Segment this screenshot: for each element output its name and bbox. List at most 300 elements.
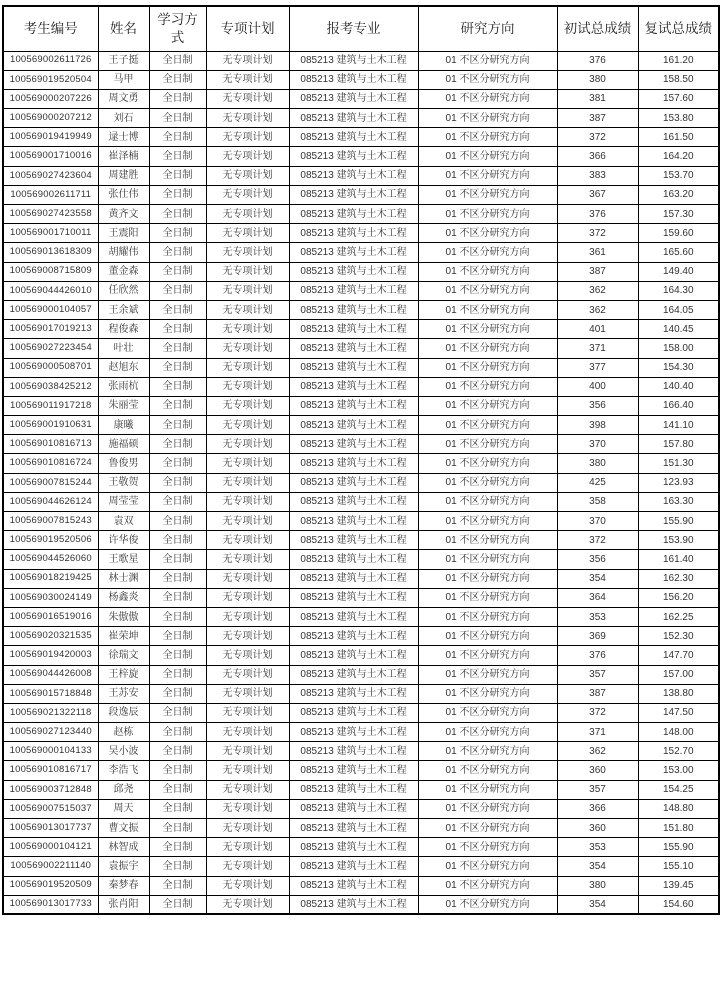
- cell-major: 085213 建筑与土木工程: [289, 435, 418, 454]
- cell-research-direction: 01 不区分研究方向: [418, 838, 557, 857]
- table-row: [3, 224, 719, 243]
- cell-study-mode: 全日制: [149, 780, 206, 799]
- cell-special-plan: 无专项计划: [206, 89, 289, 108]
- cell-retest-score: 157.60: [638, 89, 719, 108]
- table-row: [3, 416, 719, 435]
- cell-research-direction: 01 不区分研究方向: [418, 147, 557, 166]
- cell-research-direction: 01 不区分研究方向: [418, 857, 557, 876]
- cell-candidate-id: 100569010816724: [3, 454, 98, 473]
- cell-retest-score: 139.45: [638, 876, 719, 895]
- cell-major: 085213 建筑与土木工程: [289, 300, 418, 319]
- cell-research-direction: 01 不区分研究方向: [418, 166, 557, 185]
- cell-candidate-id: 100569000207226: [3, 89, 98, 108]
- cell-candidate-id: 100569021322118: [3, 703, 98, 722]
- cell-research-direction: 01 不区分研究方向: [418, 723, 557, 742]
- table-row: [3, 531, 719, 550]
- cell-initial-score: 376: [557, 51, 638, 70]
- cell-major: 085213 建筑与土木工程: [289, 588, 418, 607]
- cell-candidate-id: 100569000104057: [3, 300, 98, 319]
- cell-candidate-id: 100569015718848: [3, 684, 98, 703]
- cell-major: 085213 建筑与土木工程: [289, 684, 418, 703]
- cell-study-mode: 全日制: [149, 166, 206, 185]
- cell-initial-score: 401: [557, 320, 638, 339]
- cell-initial-score: 387: [557, 684, 638, 703]
- cell-candidate-id: 100569002611726: [3, 51, 98, 70]
- cell-candidate-id: 100569008715809: [3, 262, 98, 281]
- cell-study-mode: 全日制: [149, 876, 206, 895]
- cell-name: 邱尧: [98, 780, 149, 799]
- cell-candidate-id: 100569007515037: [3, 799, 98, 818]
- cell-candidate-id: 100569016519016: [3, 607, 98, 626]
- cell-candidate-id: 100569002611711: [3, 185, 98, 204]
- cell-major: 085213 建筑与土木工程: [289, 531, 418, 550]
- cell-study-mode: 全日制: [149, 742, 206, 761]
- cell-major: 085213 建筑与土木工程: [289, 205, 418, 224]
- cell-special-plan: 无专项计划: [206, 320, 289, 339]
- cell-research-direction: 01 不区分研究方向: [418, 51, 557, 70]
- cell-name: 黄齐文: [98, 205, 149, 224]
- cell-candidate-id: 100569027123440: [3, 723, 98, 742]
- cell-major: 085213 建筑与土木工程: [289, 262, 418, 281]
- cell-name: 王子挺: [98, 51, 149, 70]
- table-row: [3, 320, 719, 339]
- cell-initial-score: 354: [557, 895, 638, 914]
- cell-candidate-id: 100569044526060: [3, 550, 98, 569]
- cell-research-direction: 01 不区分研究方向: [418, 684, 557, 703]
- cell-major: 085213 建筑与土木工程: [289, 512, 418, 531]
- cell-name: 林士渊: [98, 569, 149, 588]
- cell-initial-score: 377: [557, 358, 638, 377]
- cell-special-plan: 无专项计划: [206, 857, 289, 876]
- cell-special-plan: 无专项计划: [206, 742, 289, 761]
- cell-retest-score: 158.00: [638, 339, 719, 358]
- cell-special-plan: 无专项计划: [206, 262, 289, 281]
- table-row: [3, 454, 719, 473]
- cell-major: 085213 建筑与土木工程: [289, 454, 418, 473]
- cell-initial-score: 356: [557, 396, 638, 415]
- cell-candidate-id: 100569030024149: [3, 588, 98, 607]
- cell-retest-score: 161.20: [638, 51, 719, 70]
- cell-retest-score: 162.25: [638, 607, 719, 626]
- cell-research-direction: 01 不区分研究方向: [418, 224, 557, 243]
- cell-special-plan: 无专项计划: [206, 838, 289, 857]
- column-header-major: 报考专业: [289, 6, 418, 51]
- cell-retest-score: 157.80: [638, 435, 719, 454]
- cell-study-mode: 全日制: [149, 492, 206, 511]
- cell-major: 085213 建筑与土木工程: [289, 51, 418, 70]
- cell-special-plan: 无专项计划: [206, 128, 289, 147]
- cell-research-direction: 01 不区分研究方向: [418, 799, 557, 818]
- cell-special-plan: 无专项计划: [206, 454, 289, 473]
- cell-initial-score: 360: [557, 761, 638, 780]
- cell-candidate-id: 100569013618309: [3, 243, 98, 262]
- cell-initial-score: 357: [557, 665, 638, 684]
- cell-candidate-id: 100569020321535: [3, 627, 98, 646]
- cell-study-mode: 全日制: [149, 281, 206, 300]
- table-row: [3, 799, 719, 818]
- cell-major: 085213 建筑与土木工程: [289, 396, 418, 415]
- cell-special-plan: 无专项计划: [206, 51, 289, 70]
- table-row: [3, 396, 719, 415]
- cell-name: 徐瑞文: [98, 646, 149, 665]
- cell-research-direction: 01 不区分研究方向: [418, 761, 557, 780]
- table-row: [3, 185, 719, 204]
- cell-special-plan: 无专项计划: [206, 646, 289, 665]
- table-row: [3, 761, 719, 780]
- cell-study-mode: 全日制: [149, 300, 206, 319]
- cell-retest-score: 140.45: [638, 320, 719, 339]
- table-row: [3, 857, 719, 876]
- cell-special-plan: 无专项计划: [206, 416, 289, 435]
- cell-name: 袁振宇: [98, 857, 149, 876]
- cell-name: 王震阳: [98, 224, 149, 243]
- cell-research-direction: 01 不区分研究方向: [418, 339, 557, 358]
- cell-retest-score: 159.60: [638, 224, 719, 243]
- cell-name: 程俊森: [98, 320, 149, 339]
- cell-name: 杨鑫炎: [98, 588, 149, 607]
- cell-retest-score: 151.80: [638, 819, 719, 838]
- cell-retest-score: 161.50: [638, 128, 719, 147]
- cell-research-direction: 01 不区分研究方向: [418, 780, 557, 799]
- cell-special-plan: 无专项计划: [206, 531, 289, 550]
- cell-name: 王苏安: [98, 684, 149, 703]
- cell-retest-score: 148.00: [638, 723, 719, 742]
- cell-initial-score: 425: [557, 473, 638, 492]
- cell-special-plan: 无专项计划: [206, 627, 289, 646]
- cell-research-direction: 01 不区分研究方向: [418, 396, 557, 415]
- cell-name: 叶壮: [98, 339, 149, 358]
- cell-name: 曹文振: [98, 819, 149, 838]
- cell-name: 周莹莹: [98, 492, 149, 511]
- cell-candidate-id: 100569044626124: [3, 492, 98, 511]
- cell-initial-score: 358: [557, 492, 638, 511]
- cell-study-mode: 全日制: [149, 320, 206, 339]
- cell-candidate-id: 100569003712848: [3, 780, 98, 799]
- cell-study-mode: 全日制: [149, 377, 206, 396]
- cell-retest-score: 161.40: [638, 550, 719, 569]
- cell-research-direction: 01 不区分研究方向: [418, 569, 557, 588]
- cell-candidate-id: 100569000508701: [3, 358, 98, 377]
- cell-research-direction: 01 不区分研究方向: [418, 627, 557, 646]
- cell-candidate-id: 100569000207212: [3, 109, 98, 128]
- cell-special-plan: 无专项计划: [206, 377, 289, 396]
- cell-name: 张仕伟: [98, 185, 149, 204]
- cell-study-mode: 全日制: [149, 703, 206, 722]
- cell-candidate-id: 100569019419949: [3, 128, 98, 147]
- cell-study-mode: 全日制: [149, 243, 206, 262]
- cell-retest-score: 155.90: [638, 838, 719, 857]
- cell-major: 085213 建筑与土木工程: [289, 166, 418, 185]
- cell-initial-score: 362: [557, 742, 638, 761]
- table-row: [3, 588, 719, 607]
- cell-initial-score: 383: [557, 166, 638, 185]
- cell-research-direction: 01 不区分研究方向: [418, 588, 557, 607]
- cell-name: 李浩飞: [98, 761, 149, 780]
- cell-special-plan: 无专项计划: [206, 703, 289, 722]
- cell-retest-score: 154.30: [638, 358, 719, 377]
- cell-candidate-id: 100569027423558: [3, 205, 98, 224]
- cell-retest-score: 166.40: [638, 396, 719, 415]
- cell-research-direction: 01 不区分研究方向: [418, 262, 557, 281]
- column-header-candidate-id: 考生编号: [3, 6, 98, 51]
- cell-initial-score: 372: [557, 531, 638, 550]
- cell-research-direction: 01 不区分研究方向: [418, 876, 557, 895]
- cell-study-mode: 全日制: [149, 224, 206, 243]
- cell-study-mode: 全日制: [149, 723, 206, 742]
- cell-special-plan: 无专项计划: [206, 588, 289, 607]
- cell-name: 逯士博: [98, 128, 149, 147]
- cell-major: 085213 建筑与土木工程: [289, 819, 418, 838]
- cell-retest-score: 164.30: [638, 281, 719, 300]
- column-header-research-direction: 研究方向: [418, 6, 557, 51]
- cell-name: 董金森: [98, 262, 149, 281]
- cell-name: 王歌星: [98, 550, 149, 569]
- cell-special-plan: 无专项计划: [206, 185, 289, 204]
- cell-initial-score: 380: [557, 70, 638, 89]
- cell-major: 085213 建筑与土木工程: [289, 109, 418, 128]
- cell-research-direction: 01 不区分研究方向: [418, 358, 557, 377]
- cell-study-mode: 全日制: [149, 799, 206, 818]
- admission-results-table: [2, 5, 720, 915]
- cell-name: 吴小波: [98, 742, 149, 761]
- cell-special-plan: 无专项计划: [206, 435, 289, 454]
- cell-special-plan: 无专项计划: [206, 339, 289, 358]
- cell-study-mode: 全日制: [149, 416, 206, 435]
- cell-initial-score: 381: [557, 89, 638, 108]
- cell-research-direction: 01 不区分研究方向: [418, 550, 557, 569]
- cell-initial-score: 387: [557, 109, 638, 128]
- header-row: [3, 6, 719, 51]
- cell-study-mode: 全日制: [149, 588, 206, 607]
- cell-major: 085213 建筑与土木工程: [289, 416, 418, 435]
- table-row: [3, 665, 719, 684]
- cell-name: 胡耀伟: [98, 243, 149, 262]
- cell-major: 085213 建筑与土木工程: [289, 224, 418, 243]
- cell-special-plan: 无专项计划: [206, 569, 289, 588]
- cell-major: 085213 建筑与土木工程: [289, 339, 418, 358]
- cell-initial-score: 367: [557, 185, 638, 204]
- cell-initial-score: 398: [557, 416, 638, 435]
- cell-name: 王梓旋: [98, 665, 149, 684]
- cell-initial-score: 366: [557, 799, 638, 818]
- cell-name: 崔泽楠: [98, 147, 149, 166]
- table-row: [3, 51, 719, 70]
- cell-initial-score: 380: [557, 454, 638, 473]
- cell-special-plan: 无专项计划: [206, 876, 289, 895]
- cell-study-mode: 全日制: [149, 646, 206, 665]
- cell-retest-score: 164.05: [638, 300, 719, 319]
- cell-name: 段逸辰: [98, 703, 149, 722]
- cell-candidate-id: 100569001710011: [3, 224, 98, 243]
- cell-special-plan: 无专项计划: [206, 492, 289, 511]
- cell-study-mode: 全日制: [149, 339, 206, 358]
- cell-major: 085213 建筑与土木工程: [289, 358, 418, 377]
- cell-candidate-id: 100569017019213: [3, 320, 98, 339]
- cell-candidate-id: 100569010816713: [3, 435, 98, 454]
- cell-initial-score: 366: [557, 147, 638, 166]
- cell-retest-score: 155.10: [638, 857, 719, 876]
- cell-research-direction: 01 不区分研究方向: [418, 243, 557, 262]
- cell-study-mode: 全日制: [149, 435, 206, 454]
- cell-research-direction: 01 不区分研究方向: [418, 281, 557, 300]
- cell-candidate-id: 100569044426010: [3, 281, 98, 300]
- cell-major: 085213 建筑与土木工程: [289, 492, 418, 511]
- cell-initial-score: 353: [557, 607, 638, 626]
- cell-name: 袁双: [98, 512, 149, 531]
- cell-special-plan: 无专项计划: [206, 761, 289, 780]
- cell-study-mode: 全日制: [149, 70, 206, 89]
- cell-major: 085213 建筑与土木工程: [289, 838, 418, 857]
- cell-initial-score: 371: [557, 339, 638, 358]
- cell-initial-score: 356: [557, 550, 638, 569]
- cell-study-mode: 全日制: [149, 89, 206, 108]
- column-header-name: 姓名: [98, 6, 149, 51]
- cell-name: 施福硕: [98, 435, 149, 454]
- cell-name: 秦梦春: [98, 876, 149, 895]
- cell-research-direction: 01 不区分研究方向: [418, 185, 557, 204]
- table-row: [3, 780, 719, 799]
- cell-candidate-id: 100569027223454: [3, 339, 98, 358]
- cell-study-mode: 全日制: [149, 665, 206, 684]
- cell-special-plan: 无专项计划: [206, 723, 289, 742]
- cell-name: 王余斌: [98, 300, 149, 319]
- cell-initial-score: 361: [557, 243, 638, 262]
- table-row: [3, 838, 719, 857]
- cell-research-direction: 01 不区分研究方向: [418, 703, 557, 722]
- cell-study-mode: 全日制: [149, 569, 206, 588]
- table-row: [3, 281, 719, 300]
- cell-name: 任欣然: [98, 281, 149, 300]
- table-row: [3, 70, 719, 89]
- cell-retest-score: 151.30: [638, 454, 719, 473]
- cell-study-mode: 全日制: [149, 358, 206, 377]
- cell-candidate-id: 100569007815243: [3, 512, 98, 531]
- cell-special-plan: 无专项计划: [206, 780, 289, 799]
- cell-retest-score: 156.20: [638, 588, 719, 607]
- table-row: [3, 300, 719, 319]
- table-row: [3, 607, 719, 626]
- column-header-special-plan: 专项计划: [206, 6, 289, 51]
- cell-name: 周文勇: [98, 89, 149, 108]
- cell-initial-score: 362: [557, 281, 638, 300]
- cell-special-plan: 无专项计划: [206, 70, 289, 89]
- cell-research-direction: 01 不区分研究方向: [418, 300, 557, 319]
- table-row: [3, 435, 719, 454]
- cell-research-direction: 01 不区分研究方向: [418, 646, 557, 665]
- column-header-study-mode: 学习方式: [149, 6, 206, 51]
- cell-candidate-id: 100569019420003: [3, 646, 98, 665]
- table-row: [3, 377, 719, 396]
- cell-special-plan: 无专项计划: [206, 358, 289, 377]
- table-row: [3, 895, 719, 914]
- table-row: [3, 358, 719, 377]
- cell-study-mode: 全日制: [149, 51, 206, 70]
- cell-name: 张肖阳: [98, 895, 149, 914]
- cell-initial-score: 362: [557, 300, 638, 319]
- cell-study-mode: 全日制: [149, 761, 206, 780]
- cell-study-mode: 全日制: [149, 550, 206, 569]
- cell-retest-score: 154.60: [638, 895, 719, 914]
- cell-special-plan: 无专项计划: [206, 281, 289, 300]
- table-row: [3, 569, 719, 588]
- cell-name: 马甲: [98, 70, 149, 89]
- cell-retest-score: 147.70: [638, 646, 719, 665]
- cell-research-direction: 01 不区分研究方向: [418, 531, 557, 550]
- table-row: [3, 243, 719, 262]
- cell-retest-score: 165.60: [638, 243, 719, 262]
- cell-candidate-id: 100569018219425: [3, 569, 98, 588]
- cell-retest-score: 138.80: [638, 684, 719, 703]
- cell-special-plan: 无专项计划: [206, 166, 289, 185]
- cell-name: 林智成: [98, 838, 149, 857]
- cell-major: 085213 建筑与土木工程: [289, 147, 418, 166]
- cell-major: 085213 建筑与土木工程: [289, 89, 418, 108]
- cell-candidate-id: 100569019520504: [3, 70, 98, 89]
- cell-retest-score: 147.50: [638, 703, 719, 722]
- cell-retest-score: 162.30: [638, 569, 719, 588]
- cell-research-direction: 01 不区分研究方向: [418, 435, 557, 454]
- cell-major: 085213 建筑与土木工程: [289, 70, 418, 89]
- cell-research-direction: 01 不区分研究方向: [418, 109, 557, 128]
- cell-study-mode: 全日制: [149, 205, 206, 224]
- table-row: [3, 646, 719, 665]
- cell-initial-score: 370: [557, 435, 638, 454]
- cell-initial-score: 387: [557, 262, 638, 281]
- table-row: [3, 109, 719, 128]
- cell-name: 朱丽莹: [98, 396, 149, 415]
- cell-study-mode: 全日制: [149, 838, 206, 857]
- cell-major: 085213 建筑与土木工程: [289, 185, 418, 204]
- table-row: [3, 205, 719, 224]
- column-header-initial-score: 初试总成绩: [557, 6, 638, 51]
- cell-major: 085213 建筑与土木工程: [289, 742, 418, 761]
- cell-retest-score: 148.80: [638, 799, 719, 818]
- cell-name: 康曦: [98, 416, 149, 435]
- cell-research-direction: 01 不区分研究方向: [418, 665, 557, 684]
- cell-initial-score: 370: [557, 512, 638, 531]
- cell-research-direction: 01 不区分研究方向: [418, 607, 557, 626]
- table-row: [3, 627, 719, 646]
- cell-major: 085213 建筑与土木工程: [289, 243, 418, 262]
- cell-name: 张雨杭: [98, 377, 149, 396]
- cell-study-mode: 全日制: [149, 627, 206, 646]
- cell-candidate-id: 100569001710016: [3, 147, 98, 166]
- cell-name: 刘石: [98, 109, 149, 128]
- cell-initial-score: 400: [557, 377, 638, 396]
- cell-special-plan: 无专项计划: [206, 473, 289, 492]
- table-row: [3, 742, 719, 761]
- cell-candidate-id: 100569038425212: [3, 377, 98, 396]
- cell-study-mode: 全日制: [149, 262, 206, 281]
- cell-special-plan: 无专项计划: [206, 224, 289, 243]
- table-row: [3, 166, 719, 185]
- cell-initial-score: 354: [557, 569, 638, 588]
- cell-initial-score: 353: [557, 838, 638, 857]
- cell-study-mode: 全日制: [149, 684, 206, 703]
- cell-research-direction: 01 不区分研究方向: [418, 205, 557, 224]
- cell-major: 085213 建筑与土木工程: [289, 473, 418, 492]
- table-row: [3, 89, 719, 108]
- cell-study-mode: 全日制: [149, 454, 206, 473]
- cell-initial-score: 371: [557, 723, 638, 742]
- cell-major: 085213 建筑与土木工程: [289, 607, 418, 626]
- cell-research-direction: 01 不区分研究方向: [418, 819, 557, 838]
- cell-candidate-id: 100569019520506: [3, 531, 98, 550]
- table-row: [3, 512, 719, 531]
- cell-initial-score: 372: [557, 703, 638, 722]
- cell-retest-score: 154.25: [638, 780, 719, 799]
- cell-study-mode: 全日制: [149, 819, 206, 838]
